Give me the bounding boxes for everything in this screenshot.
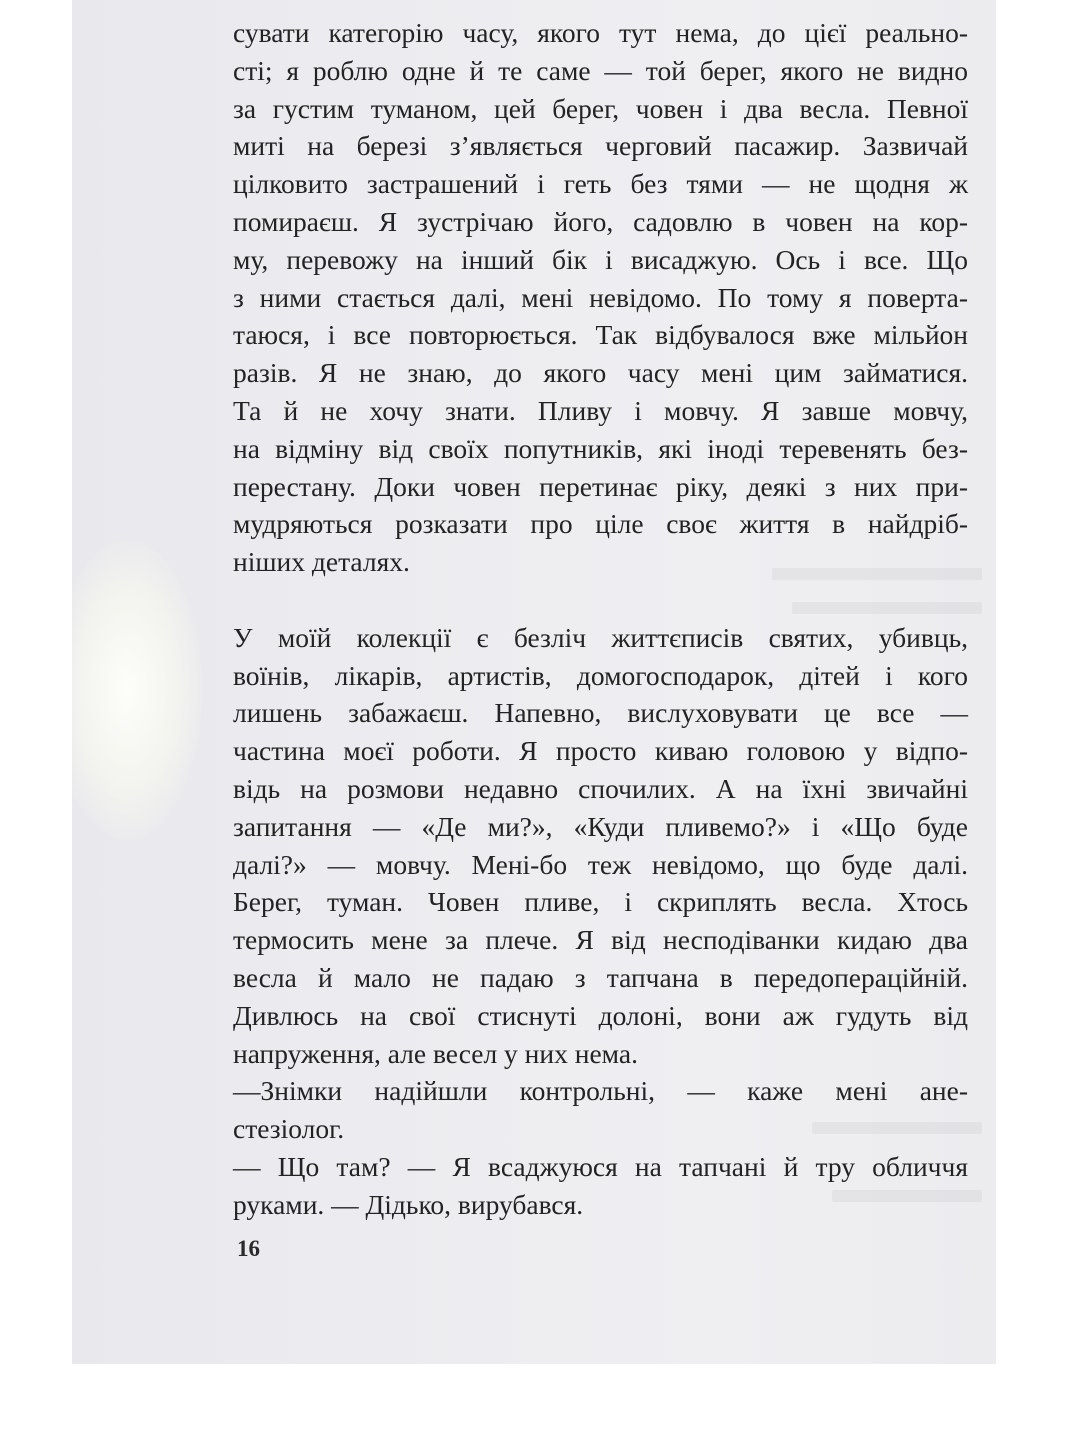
text-line: весла й мало не падаю з тапчана в передопераційній. bbox=[233, 961, 968, 993]
text-line: запитання — «Де ми?», «Куди пливемо?» і «Що буде bbox=[233, 810, 968, 842]
text-line: на відміну від своїх попутників, які іноді теревенять без- bbox=[233, 432, 968, 464]
text-line: воїнів, лікарів, артистів, домогосподарок, дітей і кого bbox=[233, 659, 968, 691]
text-line: таюся, і все повторюється. Так відбувалося вже мільйон bbox=[233, 319, 968, 351]
text-line: Та й не хочу знати. Пливу і мовчу. Я завше мовчу, bbox=[233, 394, 968, 426]
paragraph-2 bbox=[233, 619, 968, 1073]
page-number: 16 bbox=[237, 1236, 260, 1261]
text-line: лишень забажаєш. Напевно, вислуховувати це все — bbox=[233, 697, 968, 729]
paragraph-1 bbox=[233, 14, 968, 581]
book-page bbox=[72, 0, 996, 1364]
text-line: му, перевожу на інший бік і висаджую. Ось і все. Що bbox=[233, 243, 968, 275]
text-line: з ними стається далі, мені невідомо. По тому я поверта- bbox=[233, 281, 968, 313]
text-line: відь на розмови недавно спочилих. А на їхні звичайні bbox=[233, 772, 968, 804]
text-line: — Що там? — Я всаджуюся на тапчані й тру обличчя bbox=[233, 1150, 968, 1182]
text-line: стезіолог. bbox=[233, 1113, 345, 1145]
text-line: ніших деталях. bbox=[233, 546, 410, 578]
text-line: цілковито застрашений і геть без тями — не щодня ж bbox=[233, 168, 968, 200]
paragraph-gap bbox=[233, 581, 968, 619]
paragraph-3 bbox=[233, 1072, 968, 1148]
text-line: миті на березі з’являється черговий пасажир. Зазвичай bbox=[233, 130, 968, 162]
text-line: частина моєї роботи. Я просто киваю головою у відпо- bbox=[233, 735, 968, 767]
text-line: сувати категорію часу, якого тут нема, до цієї реально- bbox=[233, 17, 968, 48]
light-glare bbox=[72, 540, 202, 840]
text-line: помираєш. Я зустрічаю його, садовлю в човен на кор- bbox=[233, 205, 968, 237]
body-text bbox=[233, 14, 968, 1224]
text-line: сті; я роблю одне й те саме — той берег, якого не видно bbox=[233, 54, 968, 86]
text-line: разів. Я не знаю, до якого часу мені цим займатися. bbox=[233, 357, 968, 389]
text-line: У моїй колекції є безліч життєписів святих, убивць, bbox=[233, 621, 968, 653]
text-line: Берег, туман. Човен пливе, і скриплять весла. Хтось bbox=[233, 886, 968, 918]
text-line: перестану. Доки човен перетинає ріку, деякі з них при- bbox=[233, 470, 968, 502]
text-line: за густим туманом, цей берег, човен і два весла. Певної bbox=[233, 92, 968, 124]
text-line: —Знімки надійшли контрольні, — каже мені ане- bbox=[233, 1075, 968, 1107]
text-line: мудряються розказати про ціле своє життя в найдріб- bbox=[233, 508, 968, 540]
text-line: напруження, але весел у них нема. bbox=[233, 1037, 638, 1069]
text-line: термосить мене за плече. Я від несподіванки кидаю два bbox=[233, 924, 968, 956]
text-line: руками. — Дідько, вирубався. bbox=[233, 1188, 584, 1220]
paragraph-4 bbox=[233, 1148, 968, 1224]
text-line: Дивлюсь на свої стиснуті долоні, вони аж гудуть від bbox=[233, 999, 968, 1031]
text-line: далі?» — мовчу. Мені-бо теж невідомо, що буде далі. bbox=[233, 848, 968, 880]
